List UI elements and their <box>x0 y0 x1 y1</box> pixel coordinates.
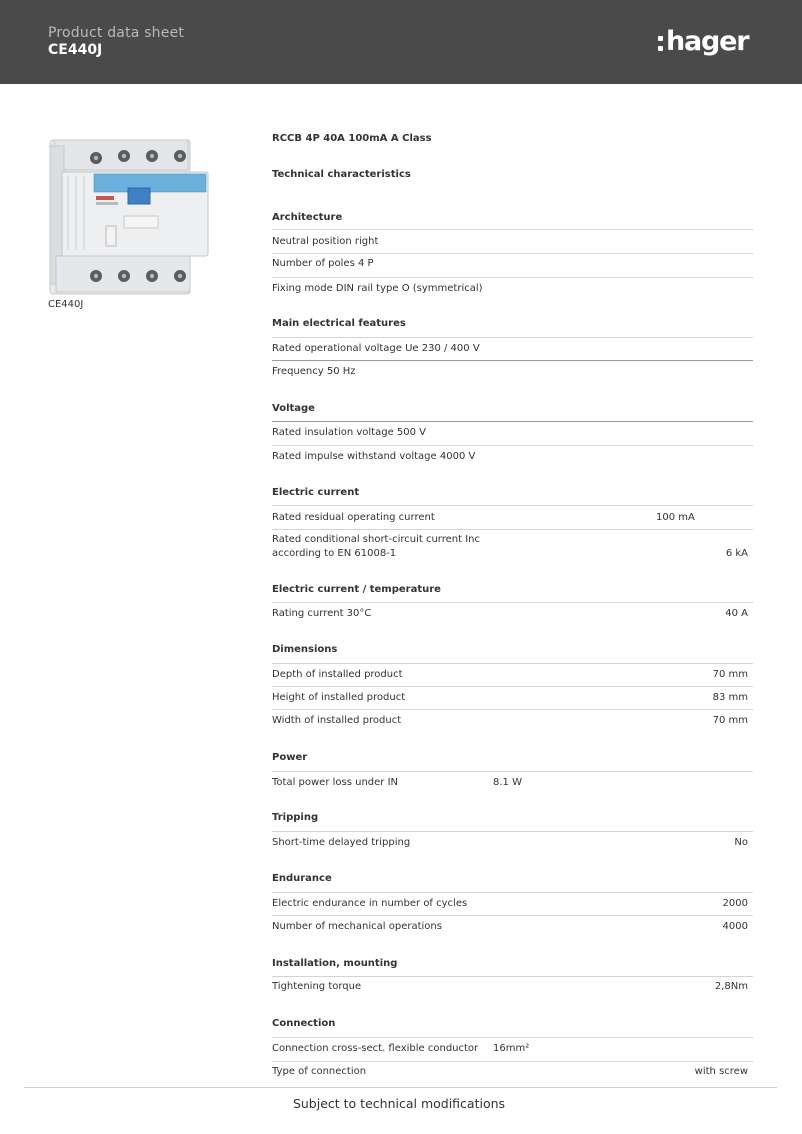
spec-label: Rated residual operating current <box>272 512 435 523</box>
spec-label: Rated conditional short-circuit current Inc <box>272 534 481 545</box>
spec-label: according to EN 61008-1 <box>272 548 397 559</box>
spec-text: Frequency 50 Hz <box>272 366 356 377</box>
spec-row <box>272 686 753 709</box>
spec-value: 4000 <box>722 921 748 932</box>
section-title-endurance: Endurance <box>272 873 332 884</box>
spec-row <box>272 663 753 686</box>
product-code: CE440J <box>48 42 103 58</box>
logo-dots-icon <box>658 36 663 51</box>
spec-label: Tightening torque <box>272 981 362 992</box>
spec-row <box>272 709 753 732</box>
spec-value: 2,8Nm <box>714 981 748 992</box>
spec-label: Height of installed product <box>272 692 406 703</box>
spec-value: 2000 <box>722 898 748 909</box>
section-title-tripping: Tripping <box>272 812 319 823</box>
spec-value: 8.1 W <box>493 777 522 788</box>
spec-row <box>272 976 753 1000</box>
spec-row <box>272 360 753 384</box>
spec-label: Width of installed product <box>272 715 402 726</box>
section-title-main-electrical: Main electrical features <box>272 318 406 329</box>
spec-text: Number of poles 4 P <box>272 258 374 269</box>
spec-label: Rating current 30°C <box>272 608 372 619</box>
logo-wordmark: hager <box>666 25 749 57</box>
spec-text: Fixing mode DIN rail type O (symmetrical) <box>272 283 483 294</box>
spec-value: 83 mm <box>712 692 748 703</box>
spec-row <box>272 445 753 469</box>
spec-value: with screw <box>694 1066 748 1077</box>
spec-row <box>272 337 753 360</box>
spec-row <box>272 602 753 626</box>
footer-divider <box>24 1087 777 1088</box>
section-title-voltage: Voltage <box>272 403 315 414</box>
spec-text: Rated insulation voltage 500 V <box>272 427 427 438</box>
product-photo <box>48 136 212 296</box>
spec-row <box>272 892 753 915</box>
spec-row <box>272 229 753 253</box>
spec-value: 6 kA <box>725 548 748 559</box>
section-title-dimensions: Dimensions <box>272 644 338 655</box>
spec-row <box>272 505 753 529</box>
spec-value: 70 mm <box>712 715 748 726</box>
spec-label: Depth of installed product <box>272 669 403 680</box>
spec-row <box>272 1037 753 1061</box>
hager-logo <box>658 24 748 58</box>
document-title: RCCB 4P 40A 100mA A Class <box>272 133 432 144</box>
spec-label: Electric endurance in number of cycles <box>272 898 468 909</box>
spec-row <box>272 831 753 855</box>
spec-row <box>272 529 753 565</box>
spec-value: 100 mA <box>656 512 695 523</box>
photo-caption: CE440J <box>48 299 84 310</box>
spec-value: No <box>734 837 748 848</box>
spec-text: Rated operational voltage Ue 230 / 400 V <box>272 343 480 354</box>
spec-row <box>272 421 753 445</box>
section-title-power: Power <box>272 752 308 763</box>
section-title-installation: Installation, mounting <box>272 958 398 969</box>
spec-label: Total power loss under IN <box>272 777 399 788</box>
section-title-architecture: Architecture <box>272 212 343 223</box>
spec-value: 16mm² <box>493 1043 530 1054</box>
header-kicker: Product data sheet <box>48 25 185 41</box>
spec-text: Rated impulse withstand voltage 4000 V <box>272 451 476 462</box>
spec-row <box>272 915 753 939</box>
spec-label: Short-time delayed tripping <box>272 837 411 848</box>
footer-note: Subject to technical modifications <box>292 1096 506 1111</box>
spec-row <box>272 253 753 277</box>
spec-label: Number of mechanical operations <box>272 921 442 932</box>
spec-row <box>272 771 753 795</box>
spec-text: Neutral position right <box>272 236 379 247</box>
spec-label: Connection cross-sect. flexible conductor <box>272 1043 479 1054</box>
spec-value: 40 A <box>725 608 748 619</box>
section-subtitle: Technical characteristics <box>272 169 411 180</box>
page-header <box>0 0 802 84</box>
section-title-electric-current: Electric current <box>272 487 360 498</box>
spec-row <box>272 1061 753 1083</box>
spec-value: 70 mm <box>712 669 748 680</box>
spec-label: Type of connection <box>272 1066 367 1077</box>
section-title-connection: Connection <box>272 1018 336 1029</box>
section-title-current-temperature: Electric current / temperature <box>272 584 441 595</box>
spec-row <box>272 277 753 301</box>
